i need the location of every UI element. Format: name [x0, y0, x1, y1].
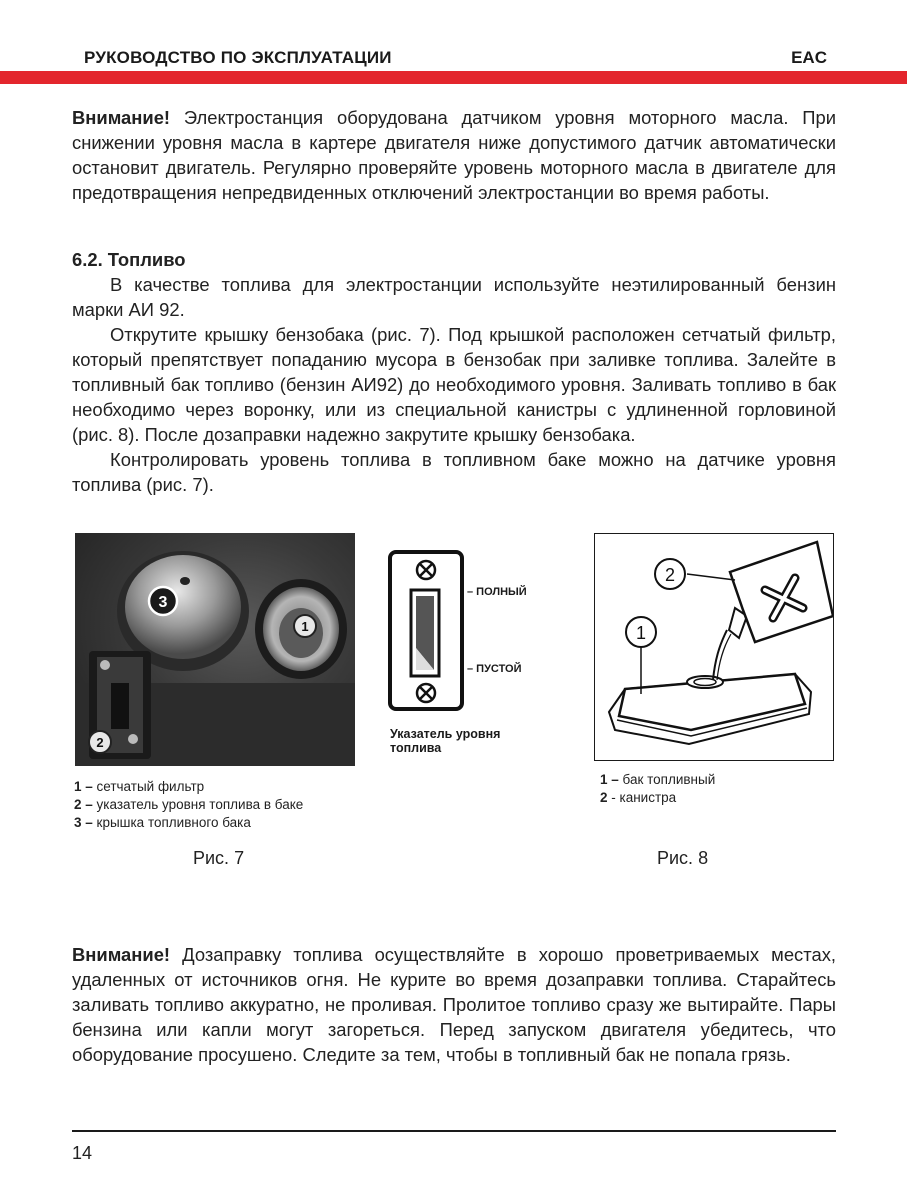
fig7-legend-item: 1 – сетчатый фильтр: [74, 779, 205, 794]
svg-text:2: 2: [664, 565, 676, 585]
warning-paragraph-1: [72, 105, 836, 205]
fuel-paragraph-3: Контролировать уровень топлива в топливном баке можно на датчике уровня топлива (рис. 7).: [72, 449, 836, 495]
fig8-marker-1: [626, 617, 656, 647]
warning-label: Внимание!: [72, 944, 171, 965]
fig8-legend-item: 2 - канистра: [600, 790, 677, 805]
warning-text: Дозаправку топлива осуществляйте в хорошо проветриваемых местах, удаленных от источников огня. Не курите во время дозаправки топлива. Старайтесь заливать топливо аккуратно, не проливая. Пролитое топливо сразу же вытирайте. Пары бензина или капли могут загореться. Перед запуском двигателя убедитесь, что оборудование просушено. Следите за тем, чтобы в топливный бак не попала грязь.: [72, 944, 836, 1065]
svg-text:2: 2: [96, 735, 104, 750]
fig8-caption: Рис. 8: [657, 848, 709, 868]
fig8-marker-2: [655, 559, 685, 589]
header-red-bar: [0, 71, 907, 84]
svg-text:3: 3: [158, 594, 168, 611]
fig8-legend: [600, 771, 715, 807]
photo-marker-1: [294, 615, 316, 637]
warning-text: Электростанция оборудована датчиком уровня моторного масла. При снижении уровня масла в картере двигателя ниже допустимого датчик автоматически остановит двигатель. Регулярно проверяйте уровень моторного масла в двигателе для предотвращения непредвиденных отключений электростанции во время работы.: [72, 107, 836, 203]
fuel-cap-photo: [75, 533, 355, 766]
gauge-caption: Указатель уровня топлива: [390, 727, 501, 755]
svg-text:1: 1: [301, 619, 309, 634]
fig7-legend-item: 3 – крышка топливного бака: [74, 815, 251, 830]
fig8-legend-item: 1 – бак топливный: [600, 772, 716, 787]
gauge-empty-label: – ПУСТОЙ: [467, 663, 522, 675]
page-number: 14: [72, 1143, 93, 1163]
page-header-title: РУКОВОДСТВО ПО ЭКСПЛУАТАЦИИ: [84, 48, 392, 67]
section-heading: 6.2. Топливо: [72, 249, 186, 270]
warning-paragraph-2: [72, 942, 836, 1067]
fig7-legend: [74, 778, 303, 832]
fuel-paragraph-2: Открутите крышку бензобака (рис. 7). Под крышкой расположен сетчатый фильтр, который препятствует попаданию мусора в бензобак при заливке топлива. Залейте в топливный бак топливо (бензин АИ92) до необходимого уровня. Заливать топливо в бак необходимо через воронку, или из специальной канистры с удлиненной горловиной (рис. 8). После дозаправки надежно закрутите крышку бензобака.: [72, 324, 836, 445]
warning-label: Внимание!: [72, 107, 171, 128]
gauge-full-label: – ПОЛНЫЙ: [467, 586, 527, 598]
footer-rule: [72, 1130, 836, 1132]
photo-marker-3: [149, 587, 177, 615]
fig7-legend-item: 2 – указатель уровня топлива в баке: [74, 797, 304, 812]
fuel-tank-canister-diagram: [594, 533, 834, 761]
fig7-caption: Рис. 7: [193, 848, 245, 868]
fuel-paragraph-1: В качестве топлива для электростанции используйте неэтилированный бензин марки АИ 92.: [72, 274, 836, 320]
photo-marker-2: [89, 731, 111, 753]
section-fuel: [72, 247, 836, 497]
eac-mark: EAC: [791, 48, 827, 67]
svg-text:1: 1: [635, 623, 647, 643]
